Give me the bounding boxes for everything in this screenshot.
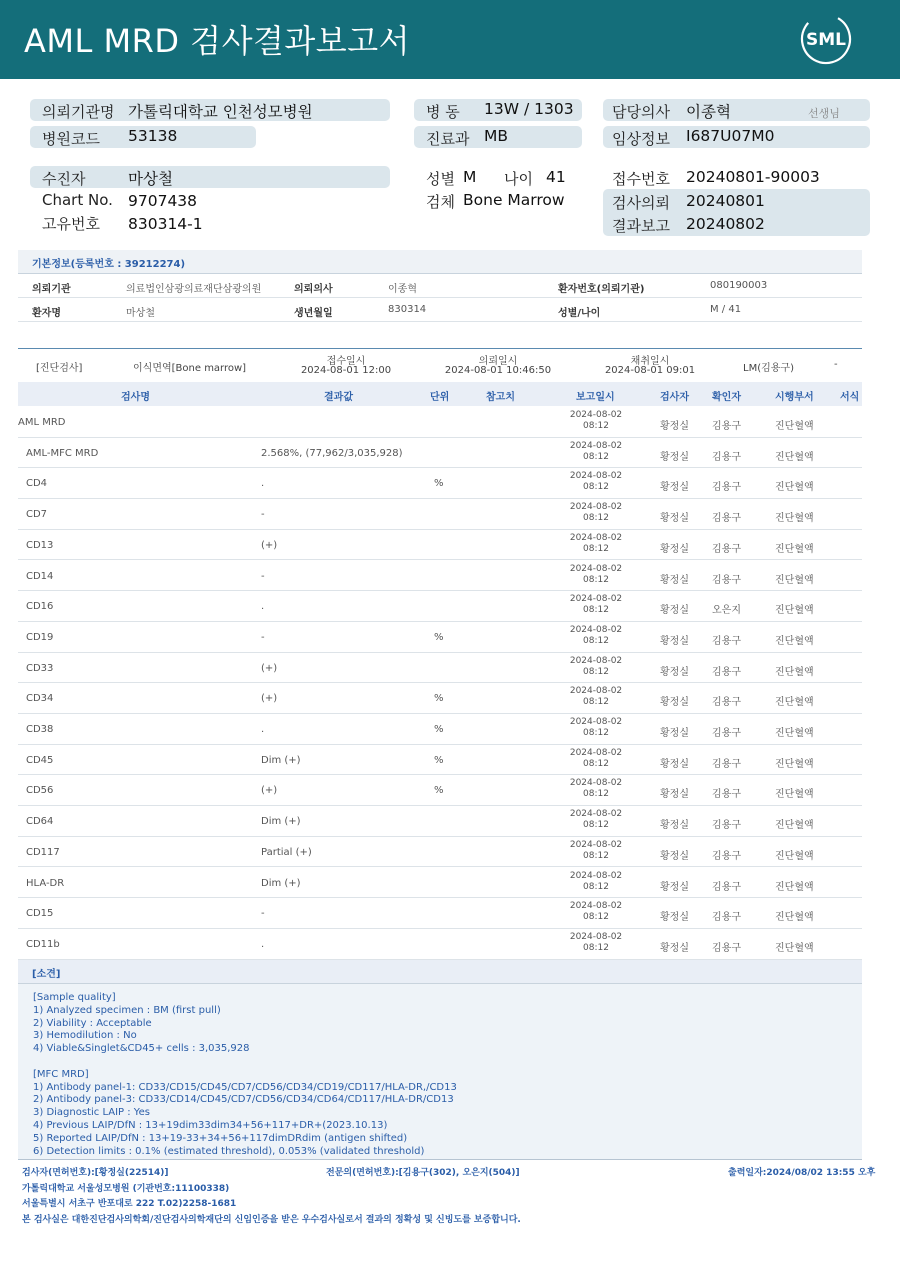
recv-value: 2024-08-01 12:00 [300,365,392,376]
cell-result: 2.568%, (77,962/3,035,928) [261,447,403,459]
cell-report-date [566,840,626,862]
remarks-line: 4) Previous LAIP/DfN : 13+19dim33dim34+56+117+DR+(2023.10.13) [33,1120,388,1131]
table-row [18,683,862,714]
patient-value: 마상철 [128,170,173,188]
cell-confirmer: 김용구 [712,850,741,862]
uid-value: 830314-1 [128,215,203,233]
report-date: 2024-08-02 [569,471,623,482]
cell-confirmer: 김용구 [712,881,741,893]
cell-tester: 황정실 [660,850,689,862]
cell-tester: 황정실 [660,789,689,801]
table-row [18,868,862,899]
cell-dept: 진단혈액 [775,513,814,525]
cell-confirmer: 김용구 [712,451,741,463]
cell-dept: 진단혈액 [775,942,814,954]
req-value: 2024-08-01 10:46:50 [444,365,552,376]
request-label: 검사의뢰 [612,194,670,212]
cell-report-date [566,594,626,616]
cell-confirmer: 김용구 [712,482,741,494]
cell-confirmer: 김용구 [712,697,741,709]
logo-text: SML [806,30,846,50]
specimen-strip [18,348,862,381]
cell-confirmer: 김용구 [712,635,741,647]
cell-test-name: CD19 [26,631,54,643]
cell-test-name: CD117 [26,846,60,858]
cell-report-date [566,533,626,555]
cell-result: (+) [261,785,278,797]
cell-test-name: CD4 [26,478,48,490]
cell-tester: 황정실 [660,574,689,586]
cell-test-name: CD7 [26,509,48,521]
table-row [18,622,862,653]
report-date: 2024-08-02 [569,686,623,697]
cell-report-date [566,471,626,493]
report-title: AML MRD 검사결과보고서 [24,22,411,60]
cell-dept: 진단혈액 [775,543,814,555]
cell-tester: 황정실 [660,820,689,832]
code-label: 병원코드 [42,130,100,148]
recv-label: 접수일시 [326,356,366,367]
cell-tester: 황정실 [660,482,689,494]
cell-dept: 진단혈액 [775,451,814,463]
spec-specimen: 이식면역[Bone marrow] [133,363,247,374]
cell-result: . [261,601,265,613]
table-row [18,929,862,960]
cell-report-date [566,809,626,831]
cell-confirmer: 김용구 [712,912,741,924]
col-ref: 참고치 [486,392,515,403]
cell-dept: 진단혈액 [775,758,814,770]
report-time: 08:12 [583,881,609,892]
report-time: 08:12 [583,789,609,800]
remarks-line: 1) Analyzed specimen : BM (first pull) [33,1004,221,1016]
cell-confirmer: 김용구 [712,543,741,555]
cell-unit: % [434,754,444,766]
table-row [18,530,862,561]
cell-tester: 황정실 [660,451,689,463]
cell-confirmer: 김용구 [712,789,741,801]
table-row [18,499,862,530]
report-date: 2024-08-02 [569,624,623,635]
remarks-line: 2) Antibody panel-3: CD33/CD14/CD45/CD7/CD56/CD34/CD64/CD117/HLA-DR/CD13 [33,1094,454,1106]
cell-test-name: CD45 [26,754,54,766]
col-unit: 단위 [430,392,450,403]
col-dept: 시행부서 [775,392,814,403]
cell-test-name: CD34 [26,693,54,705]
basic-info-row-2 [18,298,862,322]
cell-unit: % [434,785,444,797]
cell-result: Dim (+) [261,816,301,828]
remarks-heading [18,960,862,984]
clinical-value: I687U07M0 [686,127,775,145]
cell-confirmer: 김용구 [712,574,741,586]
report-date: 2024-08-02 [569,594,623,605]
cell-tester: 황정실 [660,697,689,709]
cell-test-name: CD56 [26,785,54,797]
cell-tester: 황정실 [660,513,689,525]
remarks-box [18,984,862,1160]
cell-confirmer: 오은지 [712,605,741,617]
cell-tester: 황정실 [660,421,689,432]
cell-confirmer: 김용구 [712,666,741,678]
cell-report-date [566,686,626,708]
report-label: 결과보고 [612,217,670,235]
request-value: 20240801 [686,192,765,210]
table-row [18,898,862,929]
col-form: 서식 [840,392,860,403]
cell-report-date [566,410,626,432]
cell-tester: 황정실 [660,881,689,893]
basic-value: 830314 [388,304,427,315]
table-row [18,438,862,469]
report-time: 08:12 [583,421,609,431]
report-date: 2024-08-02 [569,901,623,912]
cell-test-name: HLA-DR [26,877,65,889]
basic-value: 마상철 [126,308,155,319]
dept-value: MB [484,127,509,145]
basic-value: 080190003 [710,280,768,291]
results-header [18,382,862,406]
report-date: 2024-08-02 [569,440,623,451]
ward-label: 병 동 [426,103,460,121]
cell-result: (+) [261,693,278,705]
cell-report-date [566,932,626,954]
table-row [18,407,862,438]
cell-confirmer: 김용구 [712,942,741,954]
basic-key: 환자명 [32,308,61,319]
footer-lab-name: 가톨릭대학교 서울성모병원 (기관번호:11100338) [22,1184,230,1194]
report-value: 20240802 [686,215,765,233]
table-row [18,775,862,806]
ward-value: 13W / 1303 [484,100,574,118]
remarks-line: [MFC MRD] [33,1068,89,1080]
footer-address: 서울특별시 서초구 반포대로 222 T.02)2258-1681 [22,1199,237,1209]
basic-value: 이종혁 [388,284,417,295]
age-label: 나이 [504,170,533,188]
cell-dept: 진단혈액 [775,666,814,678]
report-date: 2024-08-02 [569,563,623,574]
remarks-line: 2) Viability : Acceptable [33,1017,152,1029]
report-date: 2024-08-02 [569,532,623,543]
basic-key: 환자번호(의뢰기관) [558,284,645,295]
code-value: 53138 [128,127,178,145]
cell-result: . [261,938,265,950]
cell-report-date [566,778,626,800]
basic-info-title: 기본정보(등록번호 : 39212274) [32,259,186,270]
cell-report-date [566,748,626,770]
cell-test-name: CD14 [26,570,54,582]
cell-unit: % [434,478,444,490]
cell-report-date [566,625,626,647]
report-time: 08:12 [583,728,609,738]
report-date: 2024-08-02 [569,717,623,727]
doctor-value: 이종혁 [686,103,731,121]
cell-dept: 진단혈액 [775,912,814,924]
report-time: 08:12 [583,451,609,462]
cell-tester: 황정실 [660,666,689,678]
report-header [0,0,900,79]
cell-result: Dim (+) [261,877,301,889]
cell-confirmer: 김용구 [712,421,741,432]
cell-dept: 진단혈액 [775,728,814,739]
cell-test-name: CD13 [26,539,54,551]
remarks-line: 1) Antibody panel-1: CD33/CD15/CD45/CD7/CD56/CD34/CD19/CD117/HLA-DR,/CD13 [33,1081,457,1093]
cell-test-name: CD64 [26,816,54,828]
cell-result: Partial (+) [261,846,312,858]
report-date: 2024-08-02 [569,931,623,942]
cell-unit: % [434,724,444,735]
table-row [18,653,862,684]
req-label: 의뢰일시 [478,356,518,367]
inst-label: 의뢰기관명 [42,103,115,121]
cell-confirmer: 김용구 [712,820,741,832]
dept-label: 진료과 [426,130,470,148]
cell-report-date [566,441,626,463]
report-time: 08:12 [583,942,609,953]
report-time: 08:12 [583,543,609,554]
report-time: 08:12 [583,605,609,616]
cell-tester: 황정실 [660,912,689,924]
report-date: 2024-08-02 [569,747,623,758]
report-time: 08:12 [583,482,609,493]
cell-dept: 진단혈액 [775,789,814,801]
report-date: 2024-08-02 [569,809,623,820]
cell-report-date [566,717,626,739]
basic-key: 의뢰의사 [294,284,333,295]
cell-tester: 황정실 [660,543,689,555]
age-value: 41 [546,168,566,186]
report-time: 08:12 [583,666,609,677]
footer-certification: 본 검사실은 대한진단검사의학회/진단검사의학재단의 신임인증을 받은 우수검사실로서 결과의 정확성 및 신빙도를 보증합니다. [22,1215,521,1225]
col-name: 검사명 [121,392,150,403]
basic-value: 의료법인삼광의료재단삼광의원 [126,284,262,295]
cell-test-name: CD16 [26,601,54,613]
cell-test-name: CD33 [26,662,54,674]
chart-value: 9707438 [128,192,198,210]
cell-tester: 황정실 [660,728,689,739]
cell-dept: 진단혈액 [775,635,814,647]
table-row [18,591,862,622]
cell-result: - [261,509,265,521]
cell-unit: % [434,631,444,643]
coll-value: 2024-08-01 09:01 [604,365,696,376]
cell-unit: % [434,693,444,705]
cell-result: Dim (+) [261,754,301,766]
clinical-label: 임상정보 [612,130,670,148]
basic-key: 생년월일 [294,308,333,319]
basic-info-row-1 [18,274,862,298]
remarks-line: 4) Viable&Singlet&CD45+ cells : 3,035,928 [33,1043,250,1055]
report-time: 08:12 [583,850,609,861]
cell-test-name: AML-MFC MRD [26,447,99,459]
col-tester: 검사자 [660,392,689,403]
col-result: 결과값 [324,392,353,403]
sml-logo [800,13,852,65]
report-time: 08:12 [583,820,609,831]
report-date: 2024-08-02 [569,839,623,850]
basic-info-heading [18,250,862,274]
specimen-value: Bone Marrow [463,191,565,209]
remarks-line: [Sample quality] [33,992,116,1003]
cell-dept: 진단혈액 [775,482,814,494]
doctor-suffix: 선생님 [808,107,840,120]
cell-result: - [261,908,265,920]
report-time: 08:12 [583,574,609,585]
cell-dept: 진단혈액 [775,421,814,432]
patient-label: 수진자 [42,170,86,188]
cell-result: . [261,724,265,735]
report-date: 2024-08-02 [569,778,623,789]
remarks-line: 3) Diagnostic LAIP : Yes [33,1107,150,1119]
cell-dept: 진단혈액 [775,881,814,893]
cell-confirmer: 김용구 [712,758,741,770]
uid-label: 고유번호 [42,215,100,233]
cell-confirmer: 김용구 [712,728,741,739]
table-row [18,468,862,499]
doctor-label: 담당의사 [612,103,670,121]
report-time: 08:12 [583,758,609,769]
spec-category: [진단검사] [36,363,83,374]
table-row [18,561,862,592]
report-time: 08:12 [583,635,609,646]
cell-result: - [261,570,265,582]
cell-dept: 진단혈액 [775,850,814,862]
cell-dept: 진단혈액 [775,697,814,709]
spec-dash: - [834,359,838,370]
cell-result: . [261,478,265,490]
cell-dept: 진단혈액 [775,574,814,586]
cell-test-name: AML MRD [18,417,66,428]
cell-dept: 진단혈액 [775,820,814,832]
remarks-line: 3) Hemodilution : No [33,1030,137,1042]
col-date: 보고일시 [576,392,615,403]
inst-value: 가톨릭대학교 인천성모병원 [128,103,313,121]
footer-specialist: 전문의(면허번호):[김용구(302), 오은지(504)] [326,1168,520,1178]
cell-test-name: CD38 [26,724,54,735]
remarks-line: 6) Detection limits : 0.1% (estimated threshold), 0.053% (validated threshold) [33,1145,425,1157]
table-row [18,745,862,776]
table-row [18,837,862,868]
sex-label: 성별 [426,170,455,188]
report-time: 08:12 [583,912,609,923]
report-date: 2024-08-02 [569,870,623,881]
cell-report-date [566,901,626,923]
basic-key: 의뢰기관 [32,284,71,295]
chart-label: Chart No. [42,191,113,209]
lm-value: LM(김용구) [743,363,794,374]
cell-result: (+) [261,539,278,551]
report-time: 08:12 [583,513,609,524]
cell-report-date [566,656,626,678]
col-confirmer: 확인자 [712,392,741,403]
sex-value: M [463,168,477,186]
cell-tester: 황정실 [660,758,689,770]
cell-report-date [566,871,626,893]
basic-key: 성별/나이 [558,308,601,319]
cell-dept: 진단혈액 [775,605,814,617]
remarks-line: 5) Reported LAIP/DfN : 13+19-33+34+56+117dimDRdim (antigen shifted) [33,1132,408,1144]
table-row [18,806,862,837]
cell-result: - [261,631,265,643]
cell-confirmer: 김용구 [712,513,741,525]
accession-label: 접수번호 [612,170,670,188]
report-time: 08:12 [583,697,609,708]
footer-printed: 출력일자:2024/08/02 13:55 오후 [728,1168,876,1178]
basic-value: M / 41 [710,304,742,315]
cell-report-date [566,564,626,586]
cell-tester: 황정실 [660,605,689,617]
report-date: 2024-08-02 [569,410,623,420]
cell-tester: 황정실 [660,635,689,647]
remarks-title: [소견] [32,969,61,980]
cell-result: (+) [261,662,278,674]
cell-tester: 황정실 [660,942,689,954]
cell-report-date [566,502,626,524]
footer-tester: 검사자(면허번호):[황정실(22514)] [22,1168,169,1178]
report-date: 2024-08-02 [569,655,623,666]
cell-test-name: CD11b [26,938,60,950]
report-date: 2024-08-02 [569,502,623,513]
table-row [18,714,862,745]
coll-label: 채취일시 [630,356,670,367]
specimen-label: 검체 [426,193,455,211]
cell-test-name: CD15 [26,908,54,920]
accession-value: 20240801-90003 [686,168,820,186]
